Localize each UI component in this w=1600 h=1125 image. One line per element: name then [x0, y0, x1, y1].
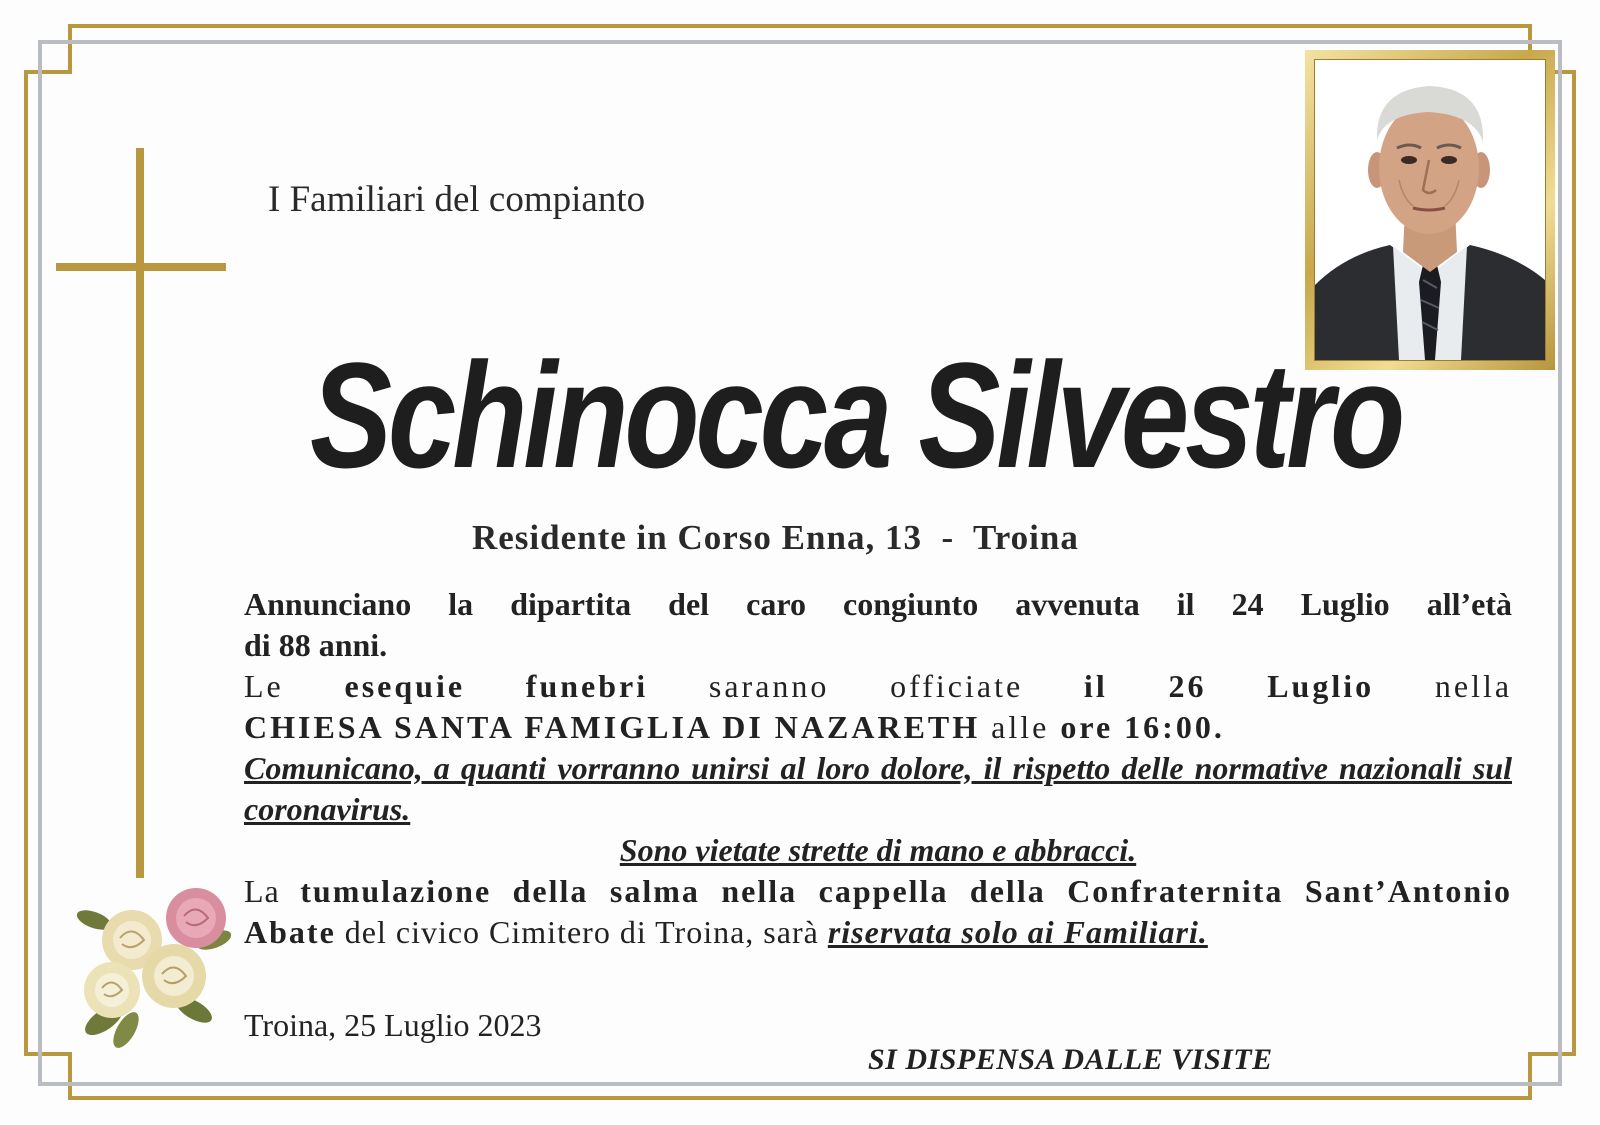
funeral-esequie: esequie funebri [344, 668, 649, 704]
deceased-name: Schinocca Silvestro [310, 331, 1402, 499]
frame-gold-top [68, 24, 1532, 28]
frame-silver-left [38, 40, 42, 1086]
frame-corner-br-h [1528, 1052, 1576, 1056]
church-name: CHIESA SANTA FAMIGLIA DI NAZARETH [244, 709, 981, 745]
frame-silver-top [38, 40, 1562, 44]
frame-corner-bl-v [68, 1052, 72, 1100]
burial-reserved: riservata solo ai Familiari. [827, 914, 1208, 950]
cross-vertical-bar [136, 148, 144, 878]
portrait-illustration [1315, 60, 1545, 360]
frame-gold-left [24, 70, 28, 1055]
covid-notice [244, 748, 1512, 830]
no-handshake-text: Sono vietate strette di mano e abbracci. [619, 832, 1137, 868]
funeral-saranno: saranno officiate [708, 668, 1024, 704]
burial-la: La [244, 873, 280, 909]
residence-line: Residente in Corso Enna, 13 - Troina [472, 518, 1079, 557]
announcement-death-text: Annunciano la dipartita del caro congiunto avvenuta il 24 Luglio all’età [244, 586, 1512, 622]
frame-silver-right [1558, 40, 1562, 1086]
frame-silver-bottom [38, 1082, 1562, 1086]
announcement-body [244, 584, 1512, 953]
portrait-frame [1305, 50, 1555, 370]
funeral-nella: nella [1434, 668, 1513, 704]
burial-details: tumulazione della salma nella cappella della Confraternita Sant’Antonio Abate [244, 873, 1513, 950]
burial-paragraph [244, 871, 1512, 953]
announcement-line-2 [244, 625, 1512, 666]
burial-cemetery: del civico Cimitero di Troina, sarà [344, 914, 819, 950]
frame-corner-tl-v [68, 24, 72, 74]
covid-notice-text: Comunicano, a quanti vorranno unirsi al loro dolore, il rispetto delle normative nazionali sul coronavirus. [244, 750, 1512, 827]
no-handshake-notice [244, 830, 1512, 871]
announcement-age: di 88 anni. [244, 627, 388, 663]
frame-corner-br-v [1528, 1052, 1532, 1100]
frame-gold-right [1572, 70, 1576, 1055]
funeral-paragraph-line-1 [244, 666, 1512, 707]
funeral-time: ore 16:00. [1060, 709, 1225, 745]
announcement-line-1 [244, 584, 1512, 625]
cross-horizontal-bar [56, 263, 226, 271]
portrait-photo [1314, 59, 1546, 361]
no-visits-notice: SI DISPENSA DALLE VISITE [868, 1043, 1273, 1076]
frame-corner-bl-h [24, 1052, 72, 1056]
roses-bouquet-icon [74, 880, 238, 1048]
funeral-alle: alle [991, 709, 1050, 745]
frame-corner-tl-h [24, 70, 72, 74]
funeral-date: il 26 Luglio [1083, 668, 1375, 704]
place-and-date: Troina, 25 Luglio 2023 [244, 1007, 542, 1043]
funeral-le: Le [244, 668, 284, 704]
funeral-paragraph-line-2 [244, 707, 1512, 748]
intro-text: I Familiari del compianto [268, 179, 646, 220]
frame-gold-bottom [68, 1096, 1532, 1100]
